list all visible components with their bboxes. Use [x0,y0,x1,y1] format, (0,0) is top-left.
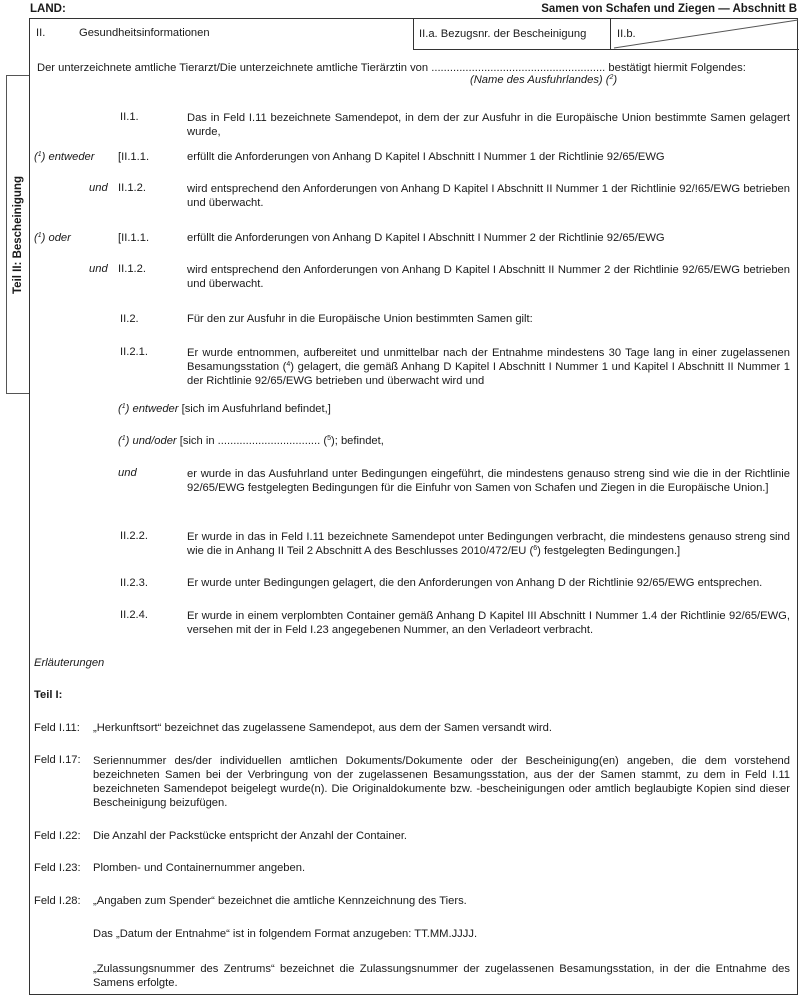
und-label: und [89,182,108,194]
note-text: „Angaben zum Spender“ bezeichnet die amtliche Kennzeichnung des Tiers. [93,895,467,907]
item-number: [II.1.1. [118,151,150,163]
item-text: Er wurde in einem verplombten Container gemäß Anhang D Kapitel III Abschnitt I Nummer 1.4 der Richtlinie 92/65/EWG, versehen mit der in Feld I.23 angegebenen Nummer, an den Verladeort verbracht. [187,610,790,636]
text-part: ) festgelegten Bedingungen.] [537,545,681,557]
reference-number-field[interactable]: II.a. Bezugsnr. der Bescheinigung [419,28,587,40]
option-text: [sich in ................................. ( [176,435,328,447]
option-label-entweder [34,151,95,163]
item-number: II.1.2. [118,182,146,194]
option-word: ) entweder [125,403,179,415]
side-label [6,75,29,394]
item-number: II.2.3. [120,577,148,589]
item-text: Für den zur Ausfuhr in die Europäische Union bestimmten Samen gilt: [187,313,533,325]
paren: ( [118,403,122,415]
item-text: wird entsprechend den Anforderungen von Anhang D Kapitel I Abschnitt II Nummer 1 der Richtlinie 92/!65/EWG betrieben und überwacht. [187,183,790,209]
footnote-ref: 6 [533,545,538,552]
text-part: Er wurde in das in Feld I.11 bezeichnete Samendepot unter Bedingungen verbracht, die mindestens genauso streng sind wie die in Anhang II Teil 2 Abschnitt A des Beschlusses 2010/472/EU ( [187,531,790,557]
option-label-oder [34,232,71,244]
item-text: er wurde in das Ausfuhrland unter Bedingungen eingeführt, die mindestens genauso streng sind wie die in der Richtlinie 92/65/EWG festgelegten Bedingungen für die Einfuhr von Samen von Schafen und Ziegen in die Europäische Union.] [187,468,790,494]
caption-end: ) [613,74,618,86]
item-text: erfüllt die Anforderungen von Anhang D Kapitel I Abschnitt I Nummer 2 der Richtlinie 92/65/EWG [187,232,665,244]
iib-strikethrough-diagonal [610,18,799,50]
item-text: Das in Feld I.11 bezeichnete Samendepot, in dem der zur Ausfuhr in die Europäische Union bestimmte Samen gelagert wurde, [187,112,790,138]
item-text [187,346,790,388]
item-text: wird entsprechend den Anforderungen von Anhang D Kapitel I Abschnitt II Nummer 2 der Richtlinie 92/65/EWG betrieben und überwacht. [187,264,790,290]
und-label: und [118,467,137,479]
option-word: ) entweder [41,151,95,163]
intro-text: Der unterzeichnete amtliche Tierarzt/Die unterzeichnete amtliche Tierärztin von ........................................................ bestätigt hiermit Folgendes: [37,62,746,74]
und-label: und [89,263,108,275]
note-text: Plomben- und Containernummer angeben. [93,862,306,874]
item-number: II.2.2. [120,530,148,542]
notes-part-heading: Teil I: [34,689,63,701]
section-title: Samen von Schafen und Ziegen — Abschnitt B [541,3,797,15]
paren: ( [34,151,38,163]
footnote-ref: 2 [609,74,614,81]
option-text: [sich im Ausfuhrland befindet,] [178,403,331,415]
side-label-text: Teil II: Bescheinigung [11,175,24,294]
paren: ( [34,232,38,244]
option-word: ) oder [41,232,71,244]
note-label: Feld I.23: [34,862,81,874]
item-number: II.1. [120,111,139,123]
item-text [187,530,790,558]
paren: ( [118,435,122,447]
item-text: Er wurde unter Bedingungen gelagert, die den Anforderungen von Anhang D der Richtlinie 92/65/EWG entsprechen. [187,577,763,589]
item-number: [II.1.1. [118,232,150,244]
note-text-center-number: „Zulassungsnummer des Zentrums“ bezeichnet die Zulassungsnummer der zugelassenen Besamungsstation, in der die Entnahme des Samens erfolgte. [93,963,790,989]
note-text: „Herkunftsort“ bezeichnet das zugelassene Samendepot, aus dem der Samen versandt wird. [93,722,552,734]
header-divider-iia [413,18,414,50]
item-number: II.2.1. [120,346,148,358]
iib-field: II.b. [617,28,636,40]
note-label: Feld I.17: [34,754,81,766]
item-number: II.2.4. [120,609,148,621]
item-number: II.1.2. [118,263,146,275]
footnote-ref: 1 [37,232,42,239]
option-und-oder-line [118,435,384,447]
country-label: LAND: [30,3,66,15]
section-heading: Gesundheitsinformationen [79,27,210,39]
caption-text: (Name des Ausfuhrlandes) ( [470,74,610,86]
section-number: II. [36,27,46,39]
note-label: Feld I.22: [34,830,81,842]
footnote-ref: 5 [327,435,331,442]
note-text-date-format: Das „Datum der Entnahme“ ist in folgendem Format anzugeben: TT.MM.JJJJ. [93,928,478,940]
note-text: Die Anzahl der Packstücke entspricht der Anzahl der Container. [93,830,408,842]
option-text: ); befindet, [331,435,384,447]
footnote-ref: 4 [286,361,291,368]
option-word: ) und/oder [125,435,177,447]
text-part: ) gelagert, die gemäß Anhang D Kapitel I Abschnitt I Nummer 1 und Kapitel I Abschnitt II Nummer 1 der Richtlinie 92/65/EWG betrieben und überwacht wird und [187,361,791,387]
option-entweder-line [118,403,331,415]
note-label: Feld I.11: [34,722,80,734]
notes-heading: Erläuterungen [34,657,105,669]
text-part: Er wurde entnommen, aufbereitet und unmittelbar nach der Entnahme mindestens 30 Tage lang in einer zugelassenen Besamungsstation ( [187,347,790,373]
certificate-frame [29,18,798,995]
item-number: II.2. [120,313,139,325]
note-text: Seriennummer des/der individuellen amtlichen Dokuments/Dokumente oder der Bescheinigung(en) angeben, die dem vorstehend bezeichneten Samen bei der Verbringung von der zugelassenen Besamungsstation, aus der der Samen stammt, zu dem in Feld I.11 bezeichneten Samendepot beigelegt wurde(n). Die Originaldokumente bzw. -bescheinigungen oder amtlich beglaubigte Kopien sind dieser Bescheinigung beizufügen. [93,755,790,809]
footnote-ref: 1 [121,403,126,410]
footnote-ref: 1 [37,151,42,158]
item-text: erfüllt die Anforderungen von Anhang D Kapitel I Abschnitt I Nummer 1 der Richtlinie 92/65/EWG [187,151,665,163]
footnote-ref: 1 [121,435,126,442]
note-label: Feld I.28: [34,895,81,907]
intro-caption [470,74,617,86]
